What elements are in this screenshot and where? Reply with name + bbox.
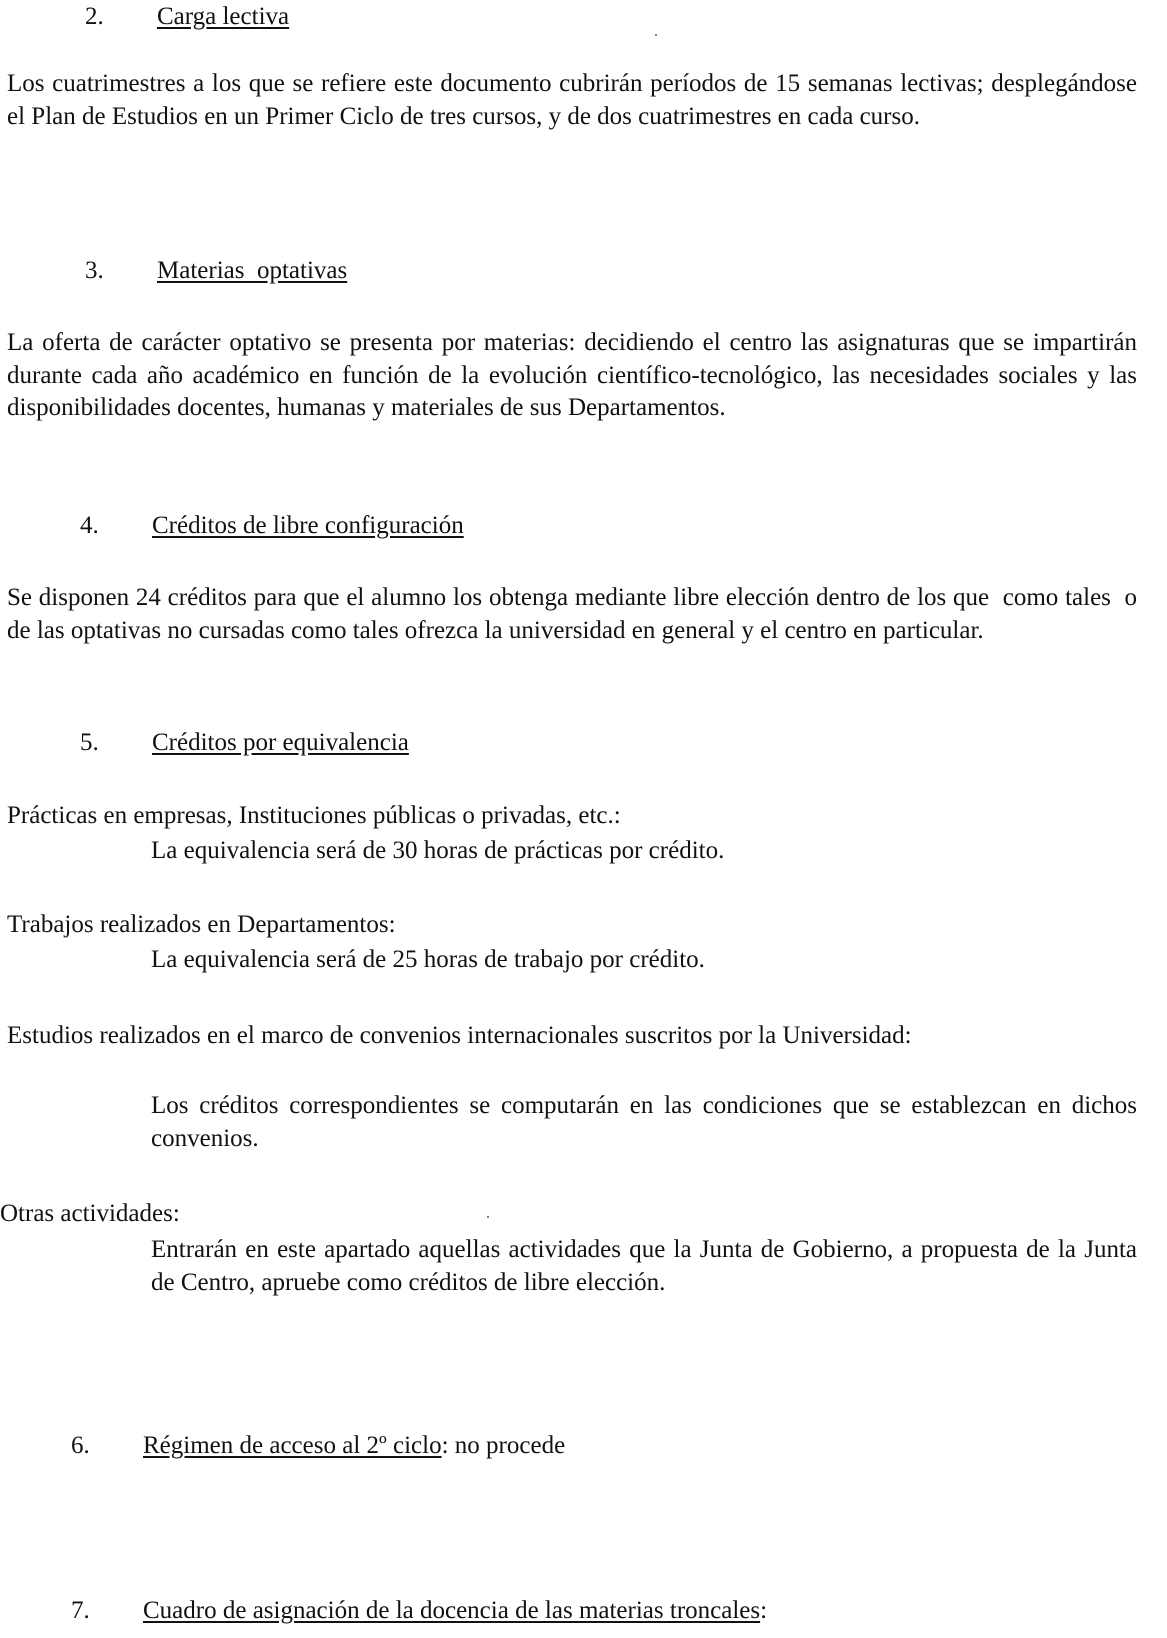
section-2-heading (85, 1, 289, 34)
section-title: Materias optativas (157, 257, 348, 284)
scan-speck (655, 34, 657, 36)
section-6-heading (71, 1430, 565, 1463)
equivalence-item-label: Estudios realizados en el marco de convenios internacionales suscritos por la Universidad: (7, 1022, 912, 1049)
section-title: Créditos de libre configuración (152, 512, 464, 539)
section-4-heading (80, 510, 464, 543)
equivalence-item-label: Prácticas en empresas, Instituciones públicas o privadas, etc.: (7, 802, 621, 829)
equivalence-item-detail: La equivalencia será de 25 horas de trabajo por crédito. (151, 946, 705, 973)
section-4-paragraph: Se disponen 24 créditos para que el alumno los obtenga mediante libre elección dentro de los que como tales o de las optativas no cursadas como tales ofrezca la universidad en general y el centro en particular. (7, 584, 1144, 644)
scan-speck (487, 1216, 489, 1218)
equivalence-item-detail: Los créditos correspondientes se computarán en las condiciones que se establezcan en dichos convenios. (151, 1092, 1137, 1152)
section-title: Créditos por equivalencia (152, 729, 409, 756)
section-suffix: : (760, 1597, 768, 1624)
section-2-paragraph: Los cuatrimestres a los que se refiere este documento cubrirán períodos de 15 semanas lectivas; desplegándose el Plan de Estudios en un Primer Ciclo de tres cursos, y de dos cuatrimestres en cada curso. (7, 70, 1137, 130)
section-3-paragraph: La oferta de carácter optativo se presenta por materias: decidiendo el centro las asignaturas que se impartirán durante cada año académico en función de la evolución científico-tecnológico, las necesidades sociales y las disponibilidades docentes, humanas y materiales de sus Departamentos. (7, 329, 1137, 421)
equivalence-item-detail: La equivalencia será de 30 horas de prácticas por crédito. (151, 837, 725, 864)
section-suffix: : no procede (441, 1432, 566, 1459)
section-title: Carga lectiva (157, 3, 290, 30)
section-number: 5. (80, 729, 99, 756)
equivalence-item-detail: Entrarán en este apartado aquellas actividades que la Junta de Gobierno, a propuesta de la Junta de Centro, apruebe como créditos de libre elección. (151, 1236, 1137, 1296)
section-number: 2. (85, 3, 104, 30)
section-title: Cuadro de asignación de la docencia de las materias troncales (143, 1597, 761, 1624)
section-number: 6. (71, 1432, 90, 1459)
equivalence-item-label: Trabajos realizados en Departamentos: (7, 911, 396, 938)
section-title: Régimen de acceso al 2º ciclo (143, 1432, 442, 1459)
section-number: 7. (71, 1597, 90, 1624)
section-7-heading (71, 1595, 767, 1628)
equivalence-item-label: Otras actividades: (0, 1200, 180, 1227)
section-number: 3. (85, 257, 104, 284)
section-5-heading (80, 727, 409, 760)
section-number: 4. (80, 512, 99, 539)
section-3-heading (85, 255, 347, 288)
